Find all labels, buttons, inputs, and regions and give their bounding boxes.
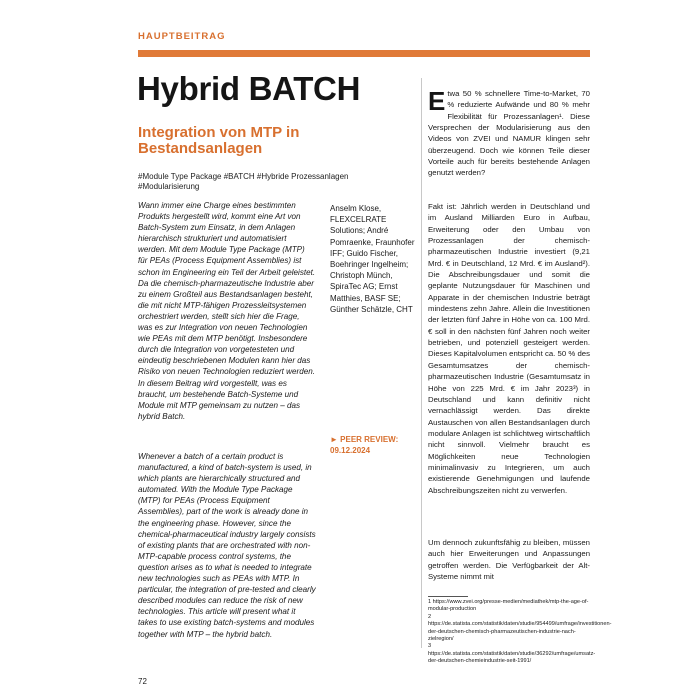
footnote-2: 2 https://de.statista.com/statistik/daten/studie/954499/umfrage/investitionen-der-deutschen-chemisch-pharmazeutischen-industrie-nach-zielregion/: [428, 613, 612, 643]
body-paragraph-facts: Fakt ist: Jährlich werden in Deutschland und im Ausland Milliarden Euro in Aufbau, Erweiterung oder den Umbau von Prozessanlagen der chemisch-pharmazeutischen Industrie investiert (9,21 Mrd. € in Deutschland, 12 Mrd. € im Ausland²). Die Abschreibungsdauer und somit die geplante Nutzungsdauer für Maschinen und Apparate in der chemischen Industrie beträgt mindestens zehn Jahre. Allein die Investitionen der letzten fünf Jahre in Höhe von ca. 100 Mrd. € soll in den nächsten fünf Jahren noch weiter betrieben, und potenziell gesteigert werden. Dieses Kapitalvolumen entspricht ca. 50 % des Gesamtumsatzes der chemisch-pharmazeutischen Industrie (Gesamtumsatz in Höhe von 225 Mrd. € im Jahr 2023³) in Deutschland und kann definitiv nicht vernachlässigt werden. Das direkte Austauschen von allen Bestandsanlagen durch modulare Anlagen ist schlichtweg wirtschaftlich nicht sinnvoll. Vielmehr braucht es Möglichkeiten neue Technologien minimalinvasiv zu Integrieren, um auch existierende Genehmigungen und laufende Abschreibungszeiten nicht zu verwerfen.: [428, 202, 590, 495]
body-paragraph-intro: [428, 88, 590, 179]
drop-cap: E: [428, 86, 446, 116]
page-number: 72: [138, 677, 147, 686]
footnote-1: 1 https://www.zvei.org/presse-medien/mediathek/mtp-the-age-of-modular-production: [428, 599, 589, 613]
author-list: Anselm Klose, FLEXCELRATE Solutions; André Pomraenke, Fraunhofer IFF; Guido Fischer, Boehringer Ingelheim; Christoph Münch, SpiraTec AG; Ernst Matthies, BASF SE; Günther Schätzle, CHT: [330, 204, 415, 314]
peer-review-label: ► PEER REVIEW:: [330, 435, 399, 444]
footnote-3: 3 https://de.statista.com/statistik/daten/studie/36292/umfrage/umsatz-der-deutschen-chemieindustrie-seit-1991/: [428, 643, 596, 665]
section-label: HAUPTBEITRAG: [138, 31, 226, 42]
body-paragraph-future: Um dennoch zukunftsfähig zu bleiben, müssen auch hier Erweiterungen und Anpassungen getroffen werden. Die Verfügbarkeit der Alt-Systeme nimmt mit: [428, 538, 590, 582]
abstract-english: Whenever a batch of a certain product is manufactured, a kind of batch-system is used, in which plants are hierarchically structured and automated. With the Module Type Package (MTP) for PEAs (Process Equipment Assemblies), part of the work is already done in the engineering phase. However, since the chemical-pharmaceutical industry largely consists of existing plants that are orchestrated with non-MTP-capable process control systems, the question arises as to what is needed to integrate new technologies such as PEAs with MTP. In particular, the integration of pre-tested and clearly described modules can reduce the risk of new technologies. This article will present what it takes to use existing batch-systems and modules together with MTP – the hybrid batch.: [138, 452, 316, 639]
body-paragraph-intro-text: twa 50 % schnellere Time-to-Market, 70 % reduzierte Aufwände und 80 % mehr Flexibilität für Prozessanlagen¹. Diese Versprechen der Modularisierung aus den Videos von ZVEI und NAMUR klingen sehr überzeugend. Doch wie können Teile dieser Vorteile auch für bereits bestehende Anlagen genutzt werden?: [428, 89, 590, 178]
header-accent-bar: [138, 50, 590, 57]
column-divider: [421, 78, 422, 648]
article-hashtags: #Module Type Package #BATCH #Hybride Prozessanlagen #Modularisierung: [138, 172, 349, 191]
footnote-rule: [428, 596, 468, 597]
peer-review-note: [330, 434, 422, 456]
article-title: Hybrid BATCH: [137, 70, 361, 107]
peer-review-date: 09.12.2024: [330, 446, 371, 455]
abstract-german: Wann immer eine Charge eines bestimmten Produkts hergestellt wird, kommt eine Art von Batch-System zum Einsatz, in dem Anlagen hierarchisch strukturiert und automatisiert werden. Mit dem Module Type Package (MTP) für PEAs (Process Equipment Assemblies) ist schon im Engineering ein Teil der Arbeit geleistet. Da die chemisch-pharmazeutische Industrie aber zu einem Großteil aus Bestandsanlagen besteht, die mit nicht MTP-fähigen Prozessleitsystemen orchestriert werden, stellt sich hier die Frage, was es zur Integration von neuen Technologien wie PEAs mit dem MTP benötigt. Insbesondere durch die Integration von vorgetesteten und eindeutig beschriebenen Modulen kann hier das Risiko von neuen Technologien reduziert werden. In diesem Beitrag wird vorgestellt, was es braucht, um bestehende Batch-Systeme und Module mit MTP gemeinsam zu nutzen – das hybrid Batch.: [138, 201, 316, 421]
footnotes: [428, 599, 612, 666]
article-subtitle: Integration von MTP in Bestandsanlagen: [138, 124, 300, 157]
